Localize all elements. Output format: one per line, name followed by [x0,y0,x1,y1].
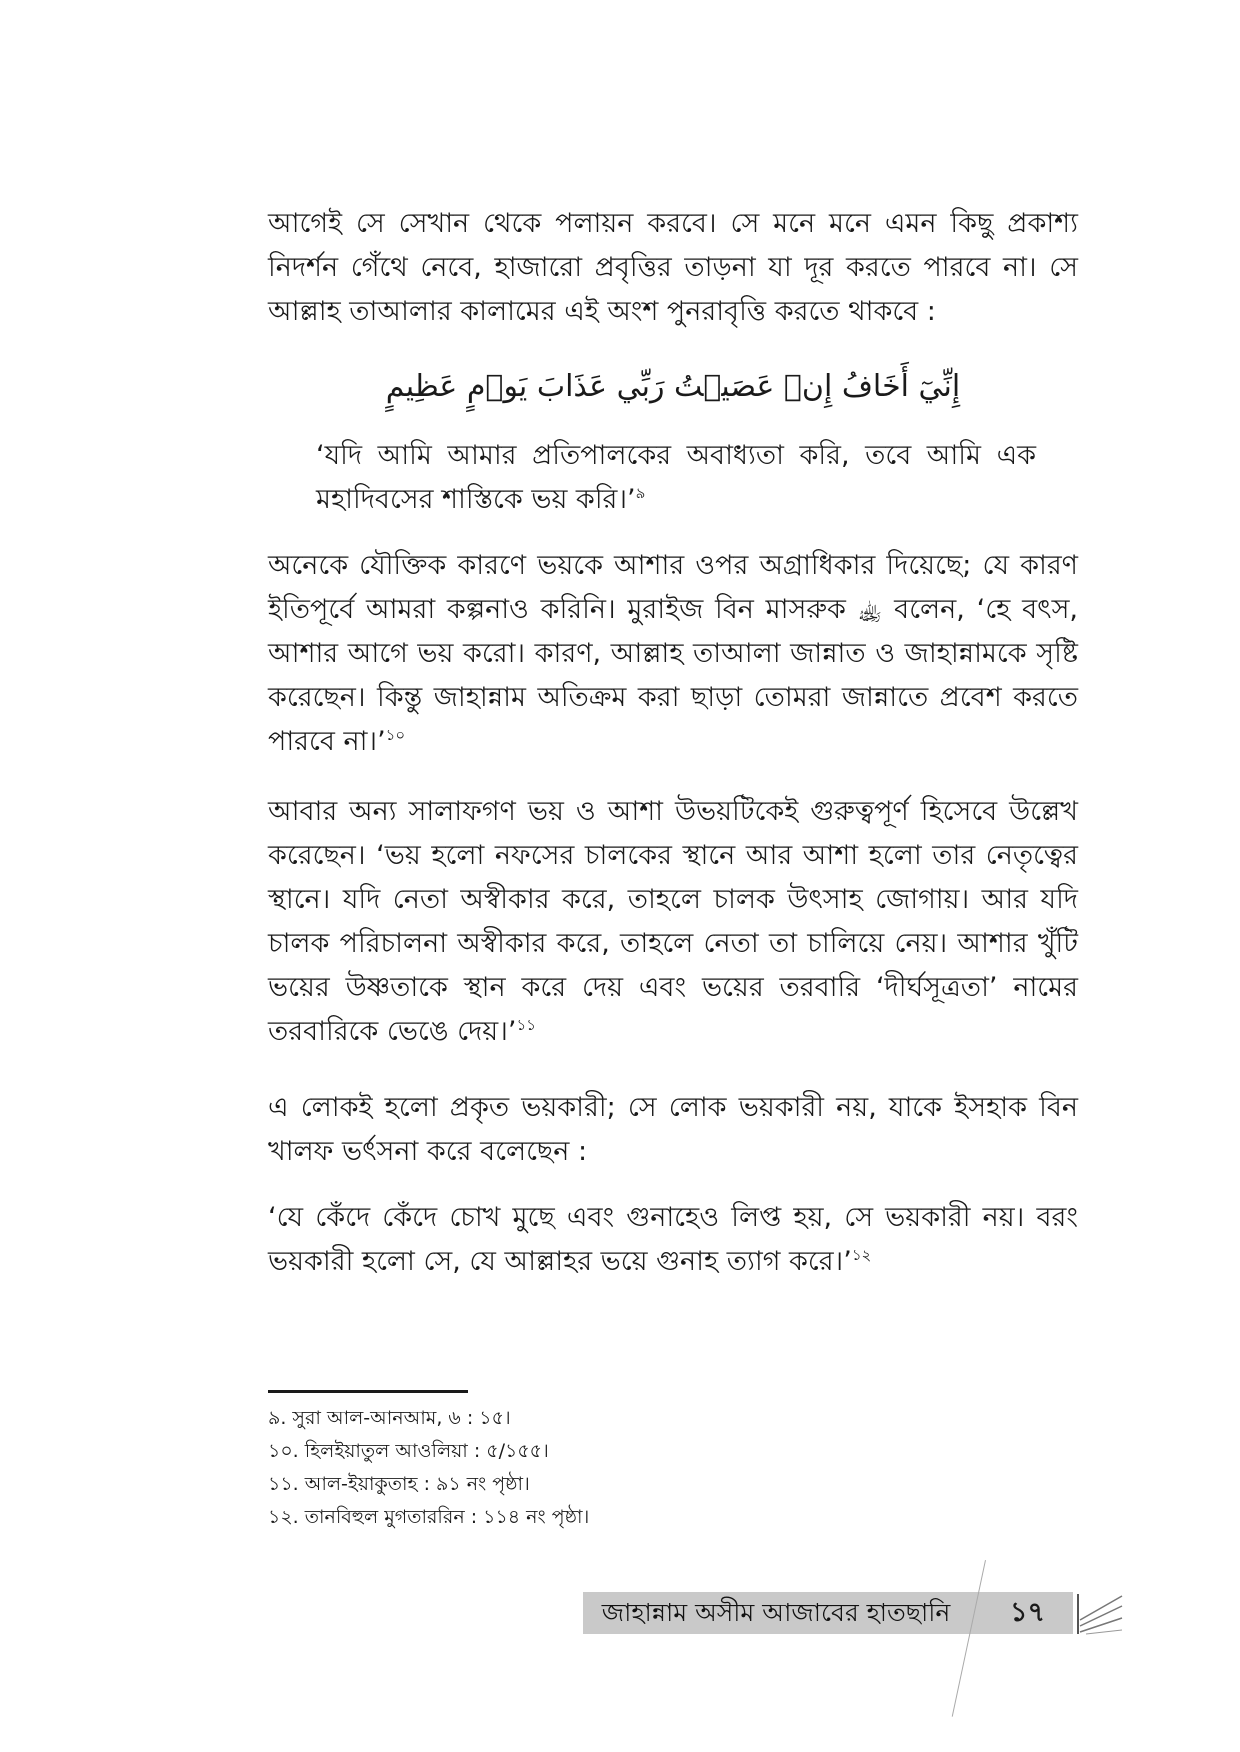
paragraph-1 [268,202,1078,334]
paragraph-3-text: আবার অন্য সালাফগণ ভয় ও আশা উভয়টিকেই গুরুত্বপূর্ণ হিসেবে উল্লেখ করেছেন। ‘ভয় হলো নফসের চালকের স্থানে আর আশা হলো তার নেতৃত্বের স্থানে। যদি নেতা অস্বীকার করে, তাহলে চালক উৎসাহ জোগায়। আর যদি চালক পরিচালনা অস্বীকার করে, তাহলে নেতা তা চালিয়ে নেয়। আশার খুঁটি ভয়ের উষ্ণতাকে স্থান করে দেয় এবং ভয়ের তরবারি ‘দীর্ঘসূত্রতা’ নামের তরবারিকে ভেঙে দেয়।’ [268,796,1078,1047]
footnote-item: ১০. হিলইয়াতুল আওলিয়া : ৫/১৫৫। [268,1440,549,1462]
paragraph-5-text: ‘যে কেঁদে কেঁদে চোখ মুছে এবং গুনাহেও লিপ্ত হয়, সে ভয়কারী নয়। বরং ভয়কারী হলো সে, যে আল্লাহর ভয়ে গুনাহ ত্যাগ করে।’ [268,1202,1078,1277]
footnote-ref-11[interactable]: ১১ [516,1016,536,1034]
paragraph-5 [268,1196,1078,1284]
paragraph-1-text: আগেই সে সেখান থেকে পলায়ন করবে। সে মনে মনে এমন কিছু প্রকাশ্য নিদর্শন গেঁথে নেবে, হাজারো প্রবৃত্তির তাড়না যা দূর করতে পারবে না। সে আল্লাহ তাআলার কালামের এই অংশ পুনরাবৃত্তি করতে থাকবে : [268,208,1078,327]
paragraph-2-text: অনেকে যৌক্তিক কারণে ভয়কে আশার ওপর অগ্রাধিকার দিয়েছে; যে কারণ ইতিপূর্বে আমরা কল্পনাও করিনি। মুরাইজ বিন মাসরুক ﵀ বলেন, ‘হে বৎস, আশার আগে ভয় করো। কারণ, আল্লাহ তাআলা জান্নাত ও জাহান্নামকে সৃষ্টি করেছেন। কিন্তু জাহান্নাম অতিক্রম করা ছাড়া তোমরা জান্নাতে প্রবেশ করতে পারবে না।’ [268,550,1078,757]
footnote-ref-12[interactable]: ১২ [851,1246,872,1264]
page-corner-ornament-icon [1076,1590,1124,1636]
verse-translation-text: ‘যদি আমি আমার প্রতিপালকের অবাধ্যতা করি, তবে আমি এক মহাদিবসের শাস্তিকে ভয় করি।’ [316,440,1036,515]
footnote-item: ৯. সুরা আল-আনআম, ৬ : ১৫। [268,1407,511,1429]
paragraph-4-text: এ লোকই হলো প্রকৃত ভয়কারী; সে লোক ভয়কারী নয়, যাকে ইসহাক বিন খালফ ভর্ৎসনা করে বলেছেন : [268,1092,1078,1167]
footnote-list [268,1402,968,1534]
paragraph-3 [268,790,1078,1054]
verse-translation [316,434,1036,522]
footnote-ref-10[interactable]: ১০ [385,726,406,744]
paragraph-4 [268,1086,1078,1174]
page-number: ১৭ [1009,1597,1046,1628]
footnote-item: ১২. তানবিহুল মুগতাররিন : ১১৪ নং পৃষ্ঠা। [268,1506,590,1528]
footnote-ref-9[interactable]: ৯ [635,484,646,502]
running-footer-title: জাহান্নাম অসীম আজাবের হাতছানি [601,1598,951,1627]
footer-divider-line [952,1560,986,1717]
footnote-divider [268,1390,468,1393]
paragraph-2 [268,544,1078,764]
footnote-item: ১১. আল-ইয়াকুতাহ : ৯১ নং পৃষ্ঠা। [268,1473,530,1495]
arabic-verse: إِنِّيٓ أَخَافُ إِنۡ عَصَيۡتُ رَبِّي عَذَابَ يَوۡمٍ عَظِيمٍ [385,369,961,404]
